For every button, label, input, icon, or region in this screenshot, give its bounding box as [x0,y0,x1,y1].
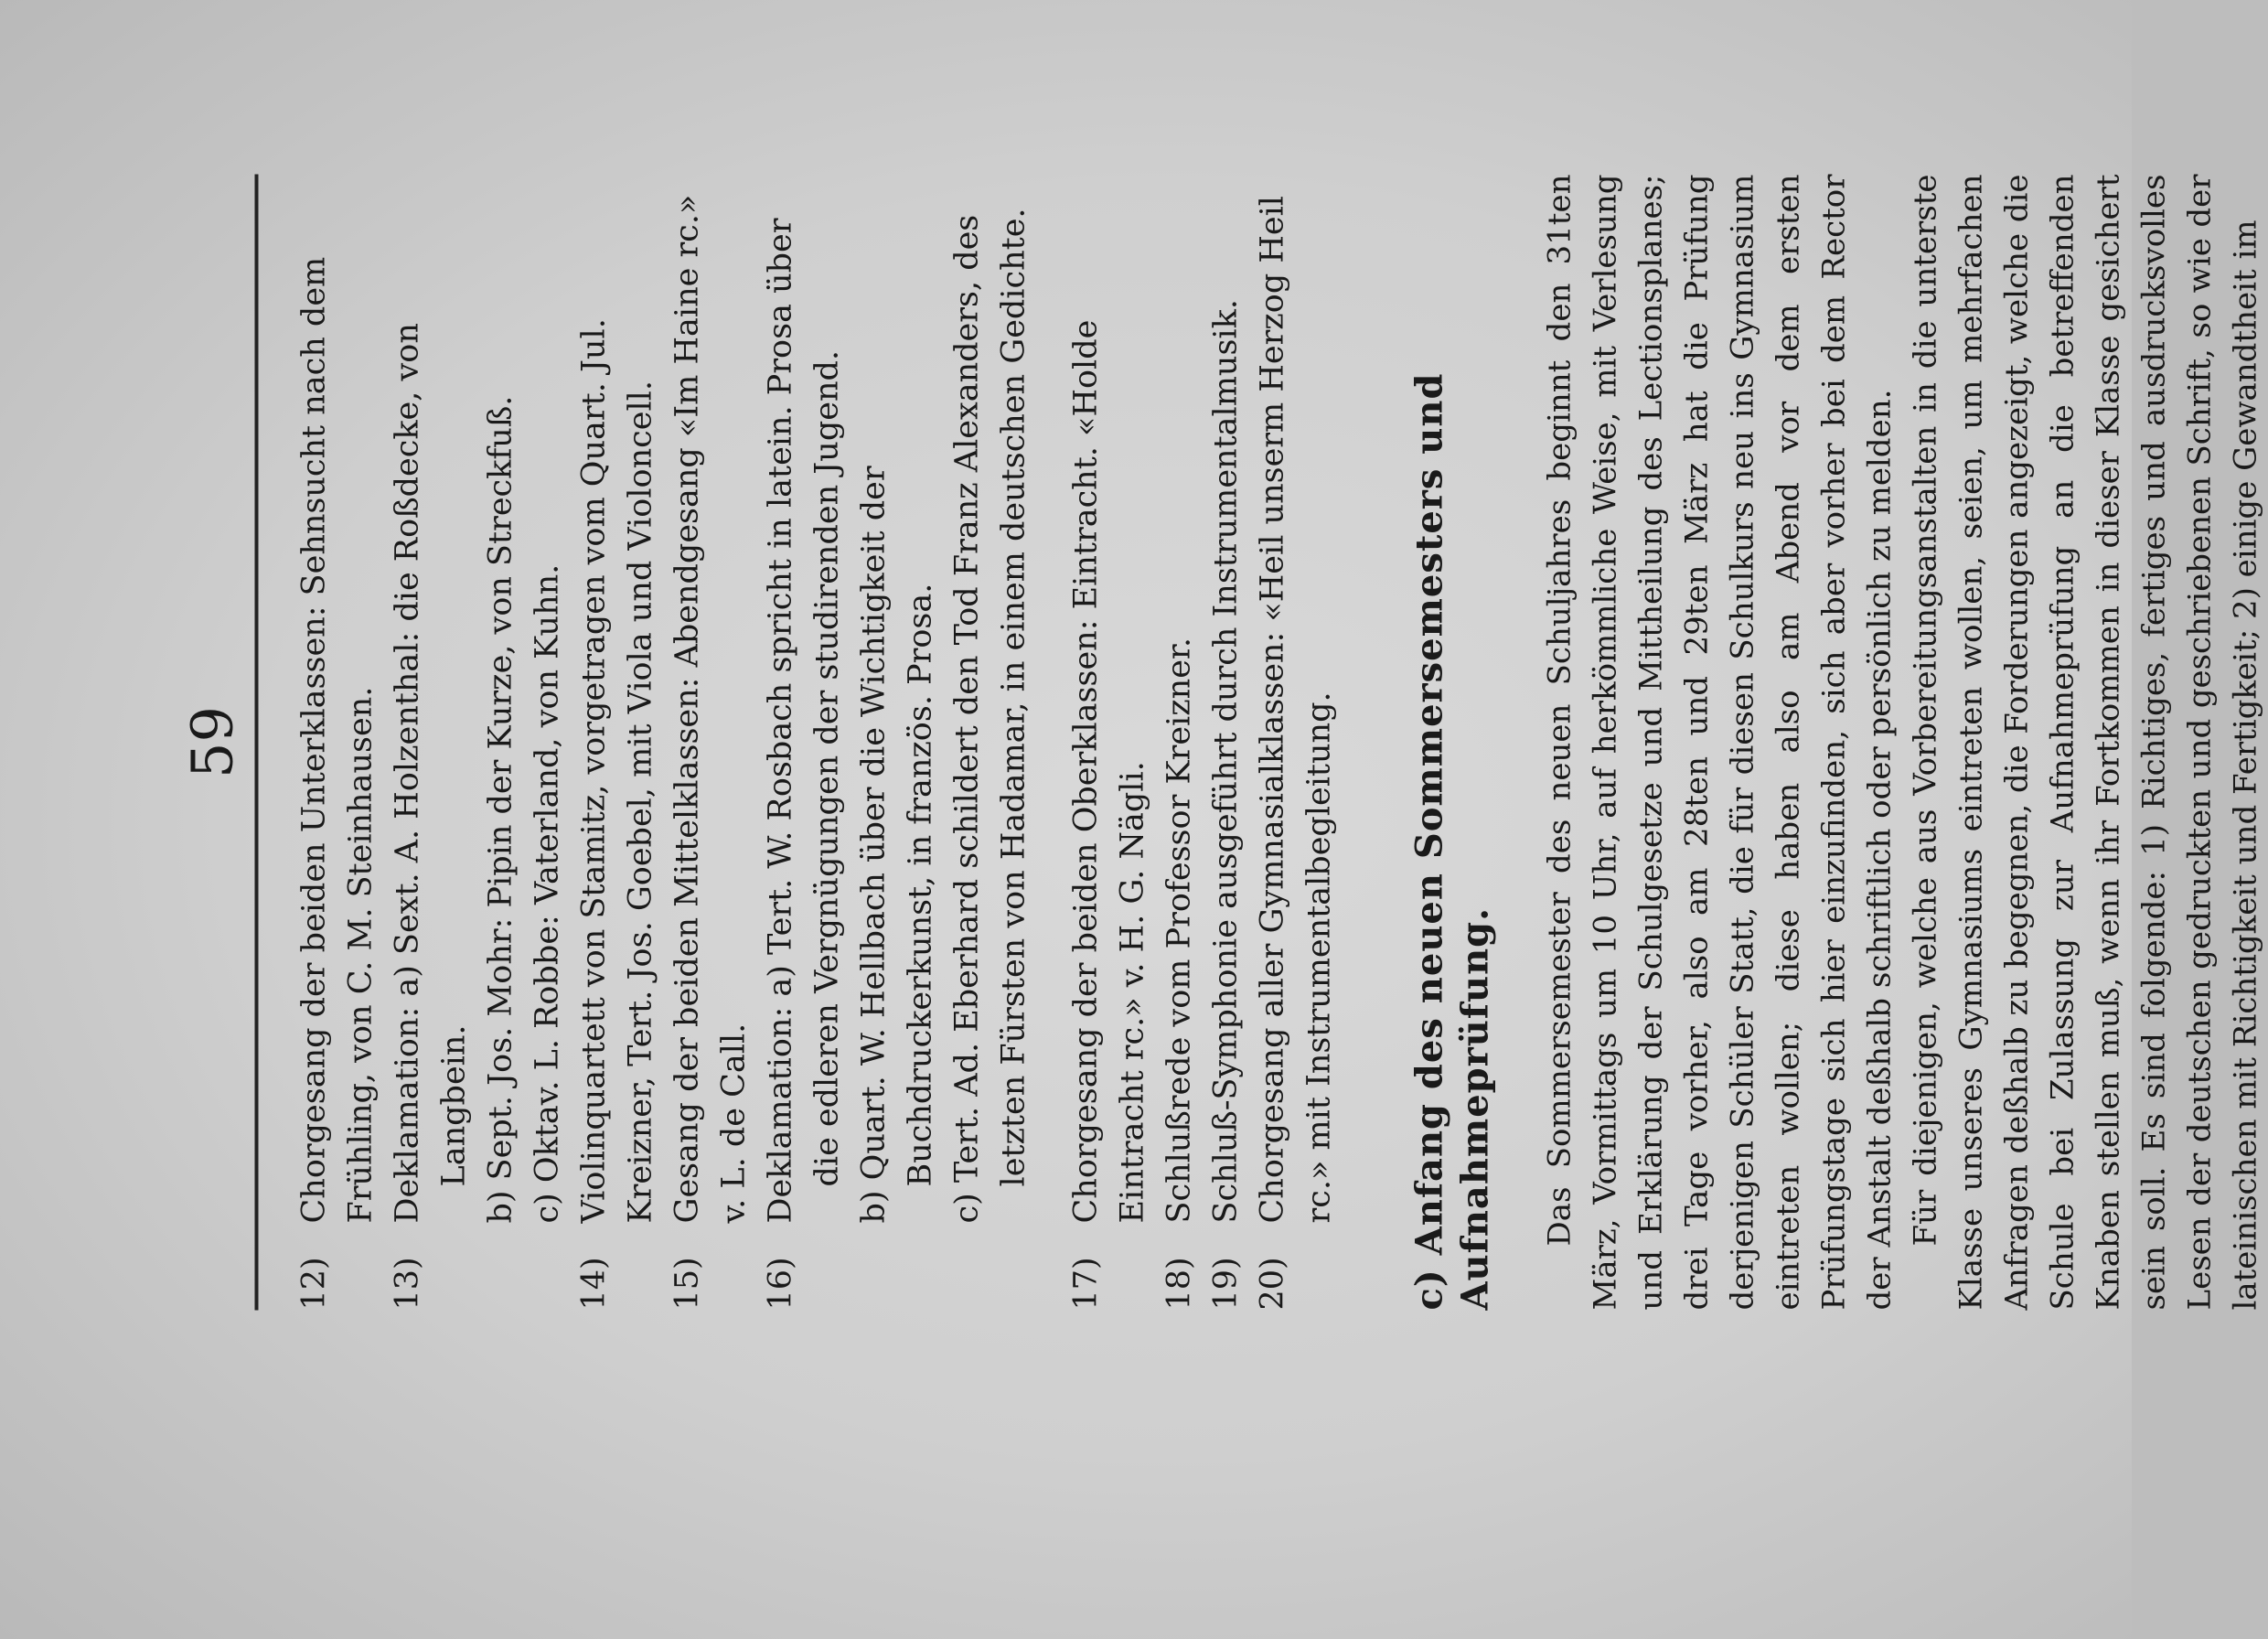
program-subitem: b) Quart. W. Hellbach über die Wichtigkeit der Buchdruckerkunst, in französ. Prosa. [855,465,938,1223]
program-item-text: Chorgesang der beiden Oberklassen: Eintracht. «Holde Eintracht rc.» v. H. G. Nägli. [1067,319,1150,1223]
program-item-number: 18) [1161,1256,1197,1310]
program-item [757,174,1037,1310]
program-item-text: Violinquartett von Stamitz, vorgetragen vom Quart. Jul. Kreizner, Tert. Jos. Goebel, mit Viola und Violoncell. [575,317,658,1223]
program-item [1156,174,1203,1310]
paragraph: Für diejenigen, welche aus Vorbereitungsanstalten in die unterste Klasse unseres Gymnasiums eintreten wollen, seien, um mehrfachen Anfragen deßhalb zu begegnen, die Forderungen angezeigt, welche die Schule bei Zulassung zur Aufnahmeprüfung an die betreffenden Knaben stellen muß, wenn ihr Fortkommen in dieser Klasse gesichert sein soll. Es sind folgende: 1) Richtiges, fertiges und ausdrucksvolles Lesen der deutschen gedruckten und geschriebenen Schrift, so wie der lateinischen mit Richtigkeit und Fertigkeit; 2) einige Gewandtheit im [1907,174,2263,1310]
section-heading: c) Anfang des neuen Sommersemesters und Aufnahmeprüfung. [1407,372,1496,1310]
program-item-number: 16) [762,1256,798,1310]
program-item-number: 17) [1067,1256,1104,1310]
program-item-text: Schlußrede vom Professor Kreizner. [1161,637,1197,1223]
header-rule [254,174,258,1310]
program-item [664,174,757,1310]
program-item-text: Chorgesang der beiden Unterklassen: Sehnsucht nach dem Frühling, von C. M. Steinhausen. [295,256,379,1223]
program-item-number: 12) [295,1256,332,1310]
program-subitem: c) Oktav. L. Robbe: Vaterland, von Kuhn. [529,563,565,1223]
program-item-number: 15) [669,1256,705,1310]
program-item [1063,174,1156,1310]
program-item [1203,174,1249,1310]
program-item [291,174,384,1310]
program-item [1249,174,1343,1310]
program-item-number: 20) [1254,1256,1290,1310]
program-item-text: Gesang der beiden Mittelklassen: Abendgesang «Im Haine rc.» v. L. de Call. [669,194,752,1223]
program-item [571,174,664,1310]
program-item-text: Schluß-Symphonie ausgeführt durch Instrumentalmusik. [1207,298,1244,1223]
program-subitem: Deklamation: a) Tert. W. Rosbach spricht in latein. Prosa über die edleren Vergnügungen der studirenden Jugend. [762,218,845,1223]
paragraph: Das Sommersemester des neuen Schuljahres beginnt den 31ten März, Vormittags um 10 Uhr, auf herkömmliche Weise, mit Verlesung und Erklärung der Schulgesetze und Mittheilung des Lectionsplanes; drei Tage vorher, also am 28ten und 29ten März hat die Prüfung derjenigen Schüler Statt, die für diesen Schulkurs neu ins Gymnasium eintreten wollen; diese haben also am Abend vor dem ersten Prüfungstage sich hier einzufinden, sich aber vorher bei dem Rector der Anstalt deßhalb schriftlich oder persönlich zu melden. [1541,174,1898,1310]
program-item-text: Chorgesang aller Gymnasialklassen: «Heil unserm Herzog Heil rc.» mit Instrumentalbegleitung. [1254,195,1337,1223]
program-list [291,174,1343,1310]
program-item-number: 14) [575,1256,612,1310]
page-number: 59 [178,705,245,778]
program-item [384,174,571,1310]
program-subitem: Deklamation: a) Sext. A. Holzenthal: die Roßdecke, von Langbein. [389,322,472,1223]
program-item-number: 13) [389,1256,425,1310]
program-subitem: c) Tert. Ad. Eberhard schildert den Tod Franz Alexanders, des letzten Fürsten von Hadamar, in einem deutschen Gedichte. [948,207,1032,1223]
program-item-number: 19) [1207,1256,1244,1310]
program-subitem: b) Sept. Jos. Mohr: Pipin der Kurze, von Streckfuß. [482,395,519,1223]
